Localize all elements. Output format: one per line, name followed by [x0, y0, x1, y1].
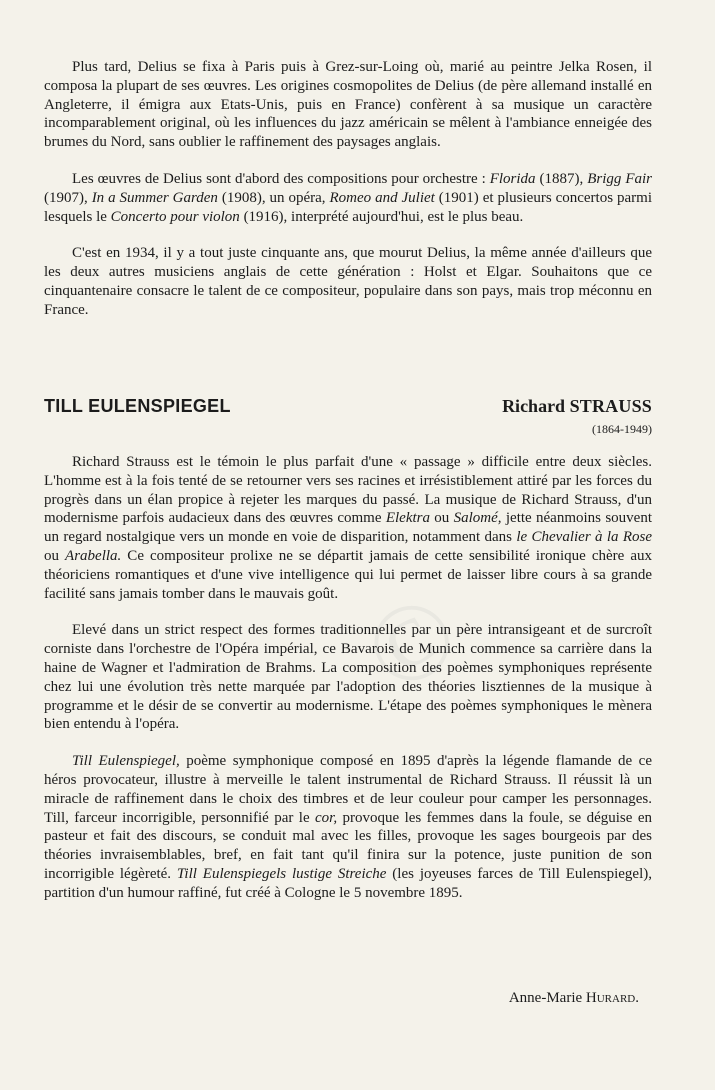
strauss-paragraph-3: Till Eulenspiegel, poème symphonique composé en 1895 d'après la légende flamande de ce héros provocateur, illustre à merveille le talent instrumental de Richard Strauss. Il réussit là un miracle de raffinement dans le choix des timbres et de leur couleur pour camper les personnages. Till, farceur incorrigible, personnifié par le cor, provoque les femmes dans la foule, se déguise en pasteur et fait des discours, se conduit mal avec les filles, provoque les sages bourgeois par des théories invraisemblables, bref, en fait tant qu'il finira sur la potence, juste punition de son incorrigible légèreté. Till Eulenspiegels lustige Streiche (les joyeuses farces de Till Eulenspiegel), partition d'un humour raffiné, fut créé à Cologne le 5 novembre 1895.: [44, 753, 652, 901]
author-signature: Anne-Marie Hurard.: [508, 990, 639, 1006]
intro-section: [44, 58, 652, 320]
instrument: cor,: [315, 809, 338, 826]
work-title: Salomé,: [453, 510, 502, 527]
work-title: Arabella.: [65, 547, 122, 564]
work-title: Till Eulenspiegels lustige Streiche: [176, 865, 387, 882]
intro-paragraph-2: Les œuvres de Delius sont d'abord des compositions pour orchestre : Florida (1887), Brigg Fair (1907), In a Summer Garden (1908), un opéra, Romeo and Juliet (1901) et plusieurs concertos parmi lesquels le Concerto pour violon (1916), interprété aujourd'hui, est le plus beau.: [44, 170, 652, 225]
work-title: Brigg Fair: [587, 170, 652, 187]
section-heading: [44, 396, 652, 417]
work-title: Elektra: [385, 510, 430, 527]
work-title: Till Eulenspiegel,: [72, 753, 180, 770]
intro-paragraph-1: Plus tard, Delius se fixa à Paris puis à Grez-sur-Loing où, marié au peintre Jelka Rosen, il composa la plupart de ses œuvres. Les origines cosmopolites de Delius (de père allemand installé en Angleterre, il émigra aux Etats-Unis, puis en France) confèrent à sa musique un caractère incomparablement original, où les influences du jazz américain se mêlent à l'ambiance enneigée des brumes du Nord, sans oublier le raffinement des paysages anglais.: [44, 59, 652, 151]
work-title: le Chevalier à la Rose: [516, 529, 652, 546]
intro-paragraph-3: C'est en 1934, il y a tout juste cinquante ans, que mourut Delius, la même année d'ailleurs que les deux autres musiciens anglais de cette génération : Holst et Elgar. Souhaitons que ce cinquantenaire consacre le talent de ce compositeur, populaire dans son pays, mais trop méconnu en France.: [44, 245, 652, 318]
strauss-section: [44, 453, 652, 903]
strauss-paragraph-1: Richard Strauss est le témoin le plus parfait d'une « passage » difficile entre deux siècles. L'homme est à la fois tenté de se retourner vers ses racines et irrésistiblement attiré par les forces du progrès dans un élan propice à rejeter les marques du passé. La musique de Richard Strauss, d'un modernisme parfois audacieux dans des œuvres comme Elektra ou Salomé, jette néanmoins souvent un regard nostalgique vers un monde en voie de disparition, notamment dans le Chevalier à la Rose ou Arabella. Ce compositeur prolixe ne se départit jamais de cette sensibilité ironique chère aux théoriciens romantiques et d'une vive intelligence qui lui permet de laisser libre cours à sa grande facilité sans jamais tomber dans le mauvais goût.: [44, 454, 652, 602]
strauss-paragraph-2: Elevé dans un strict respect des formes traditionnelles par un père intransigeant et de surcroît corniste dans l'orchestre de l'Opéra impérial, ce Bavarois de Munich commence sa carrière dans la haine de Wagner et l'admiration de Brahms. La composition des poèmes symphoniques représente chez lui une évolution très nette marquée par l'adoption des théories lisztiennes de la musique à programme et le désir de se convertir au modernisme. L'étape des poèmes symphoniques le mènera bien entendu à l'opéra.: [44, 622, 652, 733]
work-title: In a Summer Garden: [91, 189, 218, 206]
piece-title: TILL EULENSPIEGEL: [44, 396, 231, 416]
work-title: Romeo and Juliet: [329, 189, 435, 206]
work-title: Florida: [489, 170, 536, 187]
composer-name: Richard STRAUSS: [502, 396, 652, 416]
work-title: Concerto pour violon: [110, 208, 240, 225]
composer-dates: (1864-1949): [592, 422, 652, 436]
watermark: ©: [343, 569, 477, 717]
